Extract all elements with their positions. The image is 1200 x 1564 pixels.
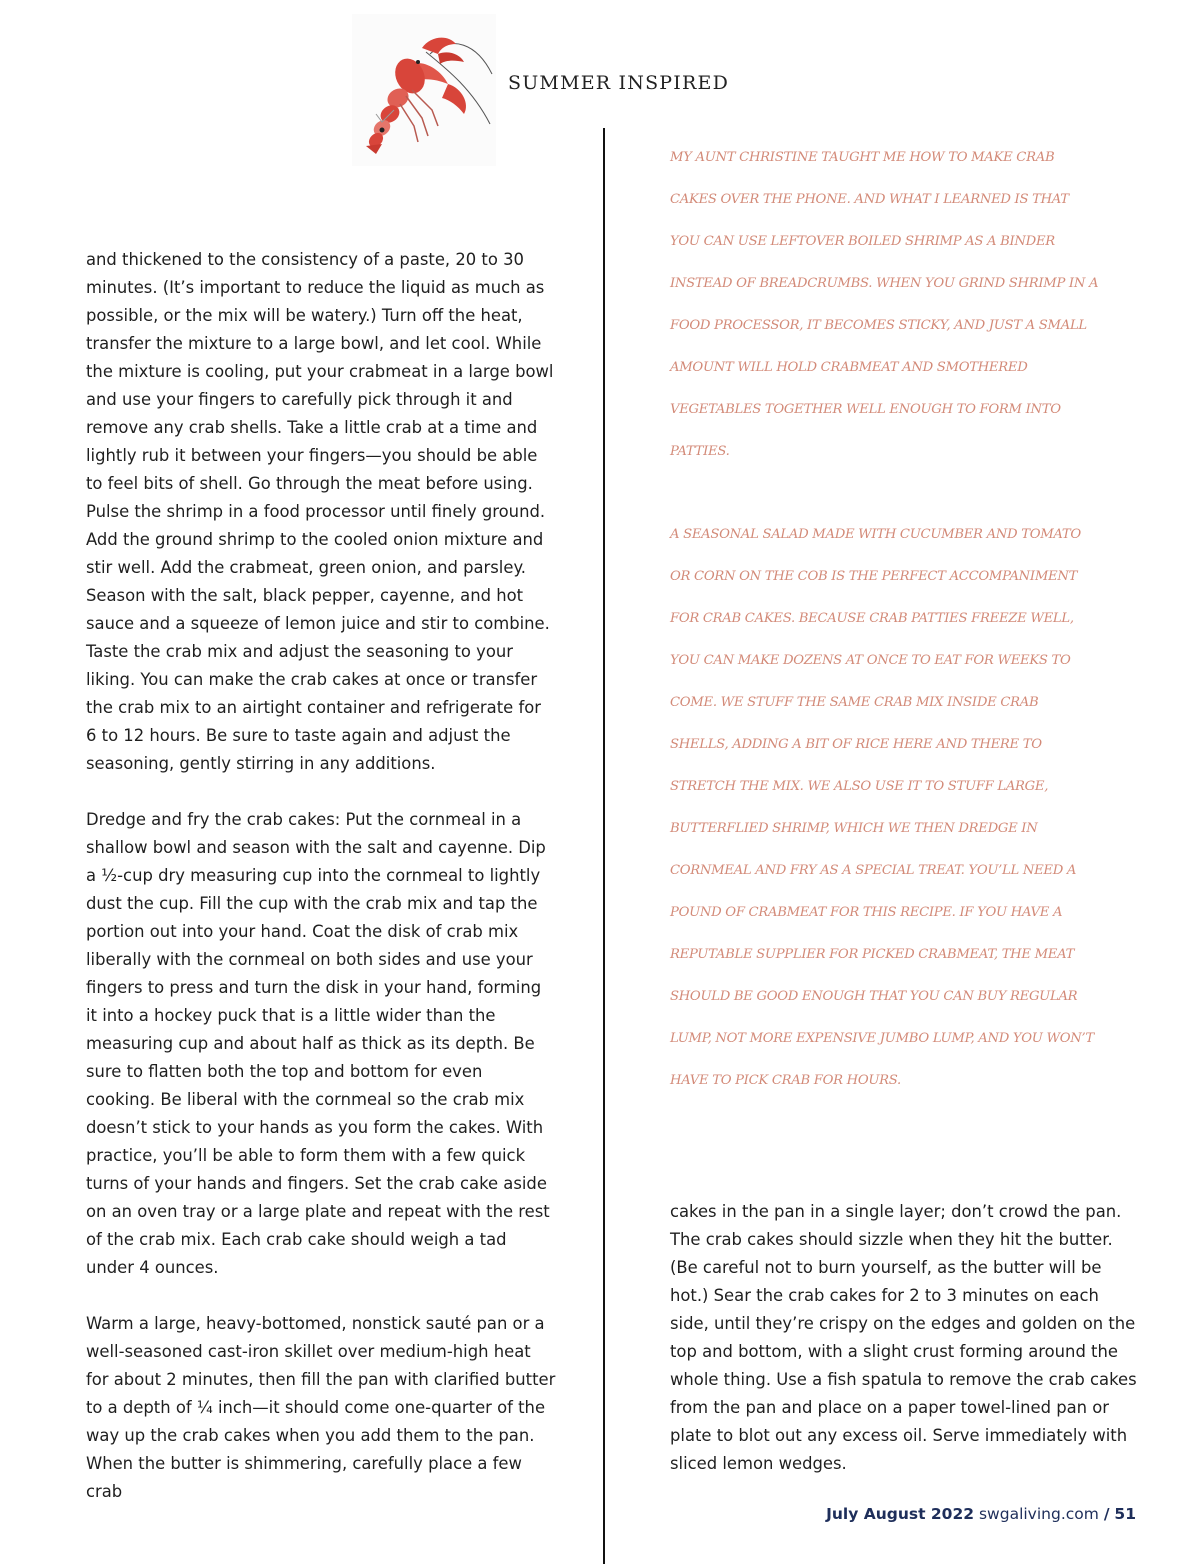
right-column — [670, 1198, 1140, 1478]
left-column — [86, 246, 556, 1506]
lobster-icon — [352, 14, 496, 166]
pull-quote-text: A SEASONAL SALAD MADE WITH CUCUMBER AND TOMATO OR CORN ON THE COB IS THE PERFECT ACCOMPANIMENT FOR CRAB CAKES. BECAUSE CRAB PATTIES FREEZE WELL, YOU CAN MAKE DOZENS AT ONCE TO EAT FOR WEEKS TO COME. WE STUFF THE SAME CRAB MIX INSIDE CRAB SHELLS, ADDING A BIT OF RICE HERE AND THERE TO STRETCH THE MIX. WE ALSO USE IT TO STUFF LARGE, BUTTERFLIED SHRIMP, WHICH WE THEN DREDGE IN CORNMEAL AND FRY AS A SPECIAL TREAT. YOU’LL NEED A POUND OF CRABMEAT FOR THIS RECIPE. IF YOU HAVE A REPUTABLE SUPPLIER FOR PICKED CRABMEAT, THE MEAT SHOULD BE GOOD ENOUGH THAT YOU CAN BUY REGULAR LUMP, NOT MORE EXPENSIVE JUMBO LUMP, AND YOU WON’T HAVE TO PICK CRAB FOR HOURS. — [670, 527, 1094, 1088]
body-paragraph: and thickened to the consistency of a paste, 20 to 30 minutes. (It’s important to reduce the liquid as much as possible, or the mix will be watery.) Turn off the heat, transfer the mixture to a large bowl, and let cool. While the mixture is cooling, put your crabmeat in a large bowl and use your fingers to carefully pick through it and remove any crab shells. Take a little crab at a time and lightly rub it between your fingers—you should be able to feel bits of shell. Go through the meat before using. Pulse the shrimp in a food processor until finely ground. Add the ground shrimp to the cooled onion mixture and stir well. Add the crabmeat, green onion, and parsley. Season with the salt, black pepper, cayenne, and hot sauce and a squeeze of lemon juice and stir to combine. Taste the crab mix and adjust the seasoning to your liking. You can make the crab cakes at once or transfer the crab mix to an airtight container and refrigerate for 6 to 12 hours. Be sure to taste again and adjust the seasoning, gently stirring in any additions. — [86, 250, 554, 773]
body-paragraph: Warm a large, heavy-bottomed, nonstick sauté pan or a well-seasoned cast-iron skillet over medium-high heat for about 2 minutes, then fill the pan with clarified butter to a depth of ¼ inch—it should come one-quarter of the way up the crab cakes when you add them to the pan. When the butter is shimmering, carefully place a few crab — [86, 1314, 556, 1501]
pull-quote-aunt-christine — [670, 137, 1100, 473]
pull-quote-text: MY AUNT CHRISTINE TAUGHT ME HOW TO MAKE CRAB CAKES OVER THE PHONE. AND WHAT I LEARNED IS THAT YOU CAN USE LEFTOVER BOILED SHRIMP AS A BINDER INSTEAD OF BREADCRUMBS. WHEN YOU GRIND SHRIMP IN A FOOD PROCESSOR, IT BECOMES STICKY, AND JUST A SMALL AMOUNT WILL HOLD CRABMEAT AND SMOTHERED VEGETABLES TOGETHER WELL ENOUGH TO FORM INTO PATTIES. — [670, 150, 1099, 459]
section-title: SUMMER INSPIRED — [508, 72, 729, 94]
body-paragraph: cakes in the pan in a single layer; don’t crowd the pan. The crab cakes should sizzle when they hit the butter. (Be careful not to burn yourself, as the butter will be hot.) Sear the crab cakes for 2 to 3 minutes on each side, until they’re crispy on the edges and golden on the top and bottom, with a slight crust forming around the whole thing. Use a fish spatula to remove the crab cakes from the pan and place on a paper towel-lined pan or plate to blot out any excess oil. Serve immediately with sliced lemon wedges. — [670, 1202, 1137, 1473]
page-separator: / — [1103, 1505, 1110, 1523]
lobster-illustration — [352, 14, 496, 166]
body-paragraph: Dredge and fry the crab cakes: Put the cornmeal in a shallow bowl and season with the salt and cayenne. Dip a ½-cup dry measuring cup into the cornmeal to lightly dust the cup. Fill the cup with the crab mix and tap the portion out into your hand. Coat the disk of crab mix liberally with the cornmeal on both sides and use your fingers to press and turn the disk in your hand, forming it into a hockey puck that is a little wider than the measuring cup and about half as thick as its depth. Be sure to flatten both the top and bottom for even cooking. Be liberal with the cornmeal so the crab mix doesn’t stick to your hands as you form the cakes. With practice, you’ll be able to form them with a few quick turns of your hands and fingers. Set the crab cake aside on an oven tray or a large plate and repeat with the rest of the crab mix. Each crab cake should weigh a tad under 4 ounces. — [86, 810, 550, 1277]
column-divider — [603, 128, 605, 1564]
issue-date: July August 2022 — [826, 1505, 975, 1523]
page-number: 51 — [1114, 1505, 1136, 1523]
website-link[interactable]: swgaliving.com — [978, 1505, 1099, 1523]
pull-quote-seasonal-salad — [670, 514, 1100, 1102]
page-footer — [826, 1505, 1136, 1523]
